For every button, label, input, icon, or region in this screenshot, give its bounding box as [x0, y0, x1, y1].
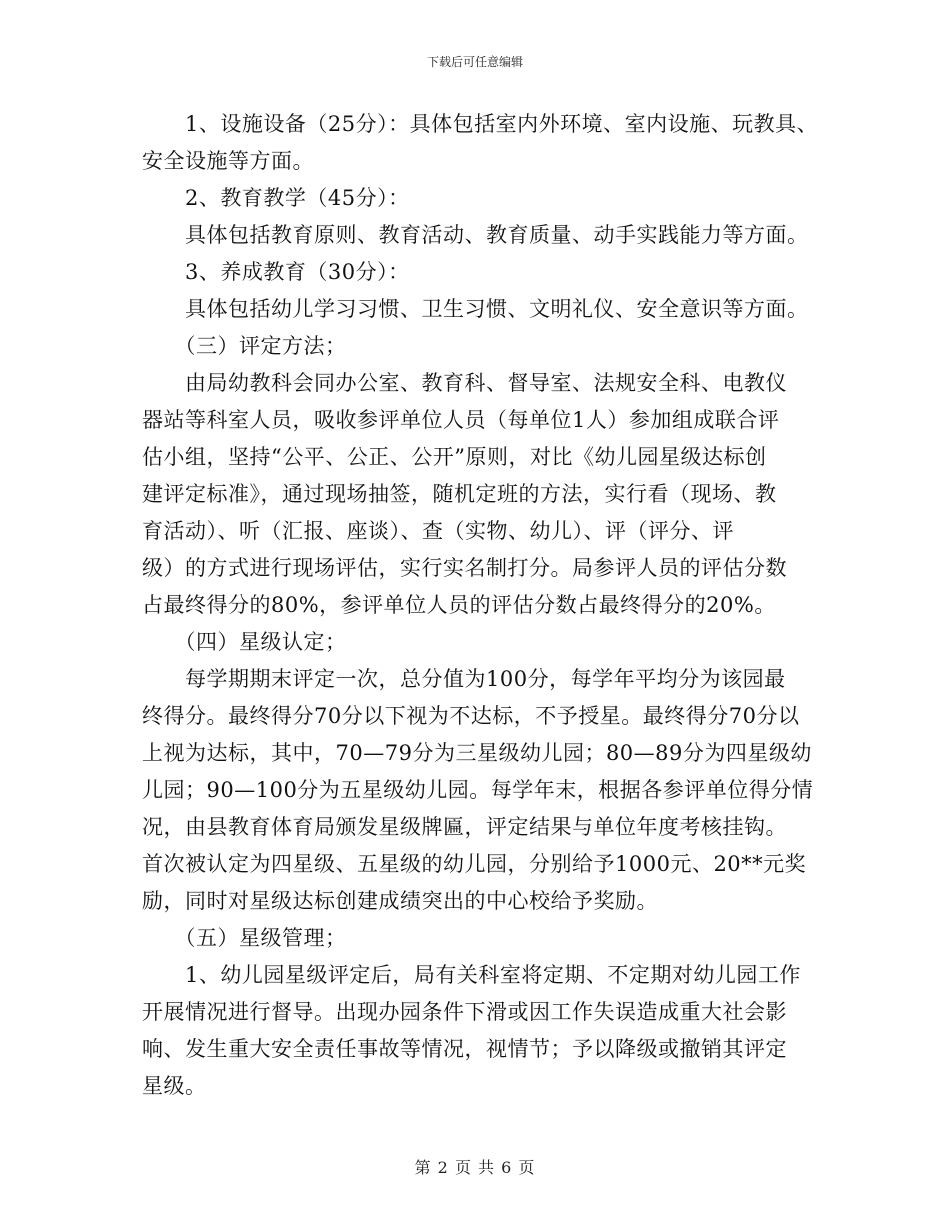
- body-line: 育活动）、听（汇报、座谈）、查（实物、幼儿）、评（评分、评: [142, 519, 734, 543]
- body-line: 安全设施等方面。: [142, 149, 314, 173]
- section-heading: （三）评定方法；: [142, 334, 347, 358]
- body-line: 级）的方式进行现场评估，实行实名制打分。局参评人员的评估分数: [142, 556, 787, 580]
- page-header: 下载后可任意编辑: [426, 55, 523, 69]
- body-line: 励，同时对星级达标创建成绩突出的中心校给予奖励。: [142, 889, 658, 913]
- body-line: 具体包括教育原则、教育活动、教育质量、动手实践能力等方面。: [142, 223, 809, 247]
- body-line: 2、教育教学（45分）：: [142, 186, 410, 210]
- body-line: 1、设施设备（25分）：具体包括室内外环境、室内设施、玩教具、: [142, 112, 819, 136]
- body-line: 估小组，坚持“公平、公正、公开”原则，对比《幼儿园星级达标创: [142, 445, 767, 469]
- body-line: 开展情况进行督导。出现办园条件下滑或因工作失误造成重大社会影: [142, 1000, 787, 1024]
- body-line: 星级。: [142, 1074, 207, 1098]
- body-line: 由局幼教科会同办公室、教育科、督导室、法规安全科、电教仪: [142, 371, 787, 395]
- page-footer: 第 2 页 共 6 页: [414, 1158, 536, 1177]
- body-line: 占最终得分的80%，参评单位人员的评估分数占最终得分的20%。: [142, 593, 776, 617]
- body-line: 终得分。最终得分70分以下视为不达标，不予授星。最终得分70分以: [142, 704, 800, 728]
- section-heading: （四）星级认定；: [142, 630, 347, 654]
- body-line: 上视为达标，其中，70—79分为三星级幼儿园；80—89分为四星级幼: [142, 741, 812, 765]
- body-line: 具体包括幼儿学习习惯、卫生习惯、文明礼仪、安全意识等方面。: [142, 297, 809, 321]
- body-line: 况，由县教育体育局颁发星级牌匾，评定结果与单位年度考核挂钩。: [142, 815, 787, 839]
- body-line: 响、发生重大安全责任事故等情况，视情节；予以降级或撤销其评定: [142, 1037, 787, 1061]
- body-line: 建评定标准》，通过现场抽签，随机定班的方法，实行看（现场、教: [142, 482, 777, 506]
- body-line: 儿园；90—100分为五星级幼儿园。每学年末，根据各参评单位得分情: [142, 778, 814, 802]
- section-heading: （五）星级管理；: [142, 926, 347, 950]
- body-line: 1、幼儿园星级评定后，局有关科室将定期、不定期对幼儿园工作: [142, 963, 801, 987]
- body-line: 每学期期末评定一次，总分值为100分，每学年平均分为该园最: [142, 667, 786, 691]
- body-line: 器站等科室人员，吸收参评单位人员（每单位1人）参加组成联合评: [142, 408, 780, 432]
- body-line: 首次被认定为四星级、五星级的幼儿园，分别给予1000元、20**元奖: [142, 852, 807, 876]
- body-line: 3、养成教育（30分）：: [142, 260, 410, 284]
